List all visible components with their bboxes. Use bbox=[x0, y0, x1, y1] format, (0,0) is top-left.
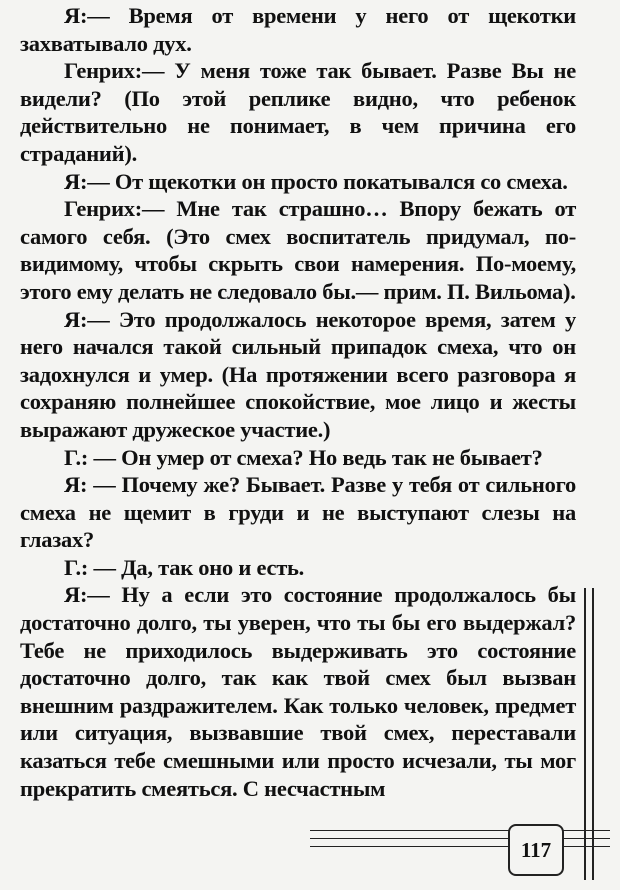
paragraph-7: Я: — Почему же? Бывает. Разве у тебя от сильного смеха не щемит в груди и не выступают слезы на глазах? bbox=[20, 472, 576, 553]
paragraph-4: Генрих:— Мне так страшно… Впору бежать от самого себя. (Это смех воспитатель придумал, по-видимому, чтобы скрыть свои намерения. По-моему, этого ему делать не следовало бы.— прим. П. Вильома). bbox=[20, 196, 576, 304]
page-number bbox=[508, 824, 564, 876]
paragraph-6: Г.: — Он умер от смеха? Но ведь так не бывает? bbox=[64, 444, 543, 470]
paragraph-8: Г.: — Да, так оно и есть. bbox=[64, 554, 305, 580]
page-number-label: 117 bbox=[520, 837, 552, 862]
paragraph-1: Я:— Время от времени у него от щекотки захватывало дух. bbox=[20, 3, 576, 56]
paragraph-3: Я:— От щекотки он просто покатывался со смеха. bbox=[64, 168, 568, 194]
page-text bbox=[20, 2, 576, 802]
paragraph-9: Я:— Ну а если это состояние продолжалось бы достаточно долго, ты уверен, что ты бы его выдержал? Тебе не приходилось выдерживать это состояние достаточно долго, так как твой смех был вызван внешним раздражителем. Как только человек, предмет или ситуация, вызвавшие твой смех, переставали казаться тебе смешными или просто исчезали, ты мог прекратить смеяться. С несчастным bbox=[20, 582, 576, 801]
margin-rule-right bbox=[592, 588, 594, 880]
paragraph-5: Я:— Это продолжалось некоторое время, затем у него начался такой сильный припадок смеха, что он задохнулся и умер. (На протяжении всего разговора я сохраняю полнейшее спокойствие, мое лицо и жесты выражают дружеское участие.) bbox=[20, 306, 576, 442]
paragraph-2: Генрих:— У меня тоже так бывает. Разве Вы не видели? (По этой реплике видно, что ребенок действительно не понимает, в чем причина его страданий). bbox=[20, 58, 576, 166]
footer-rule-2 bbox=[310, 838, 610, 839]
margin-rule-left bbox=[584, 588, 586, 880]
footer-rule-1 bbox=[310, 830, 610, 831]
footer-rule-3 bbox=[310, 846, 610, 847]
